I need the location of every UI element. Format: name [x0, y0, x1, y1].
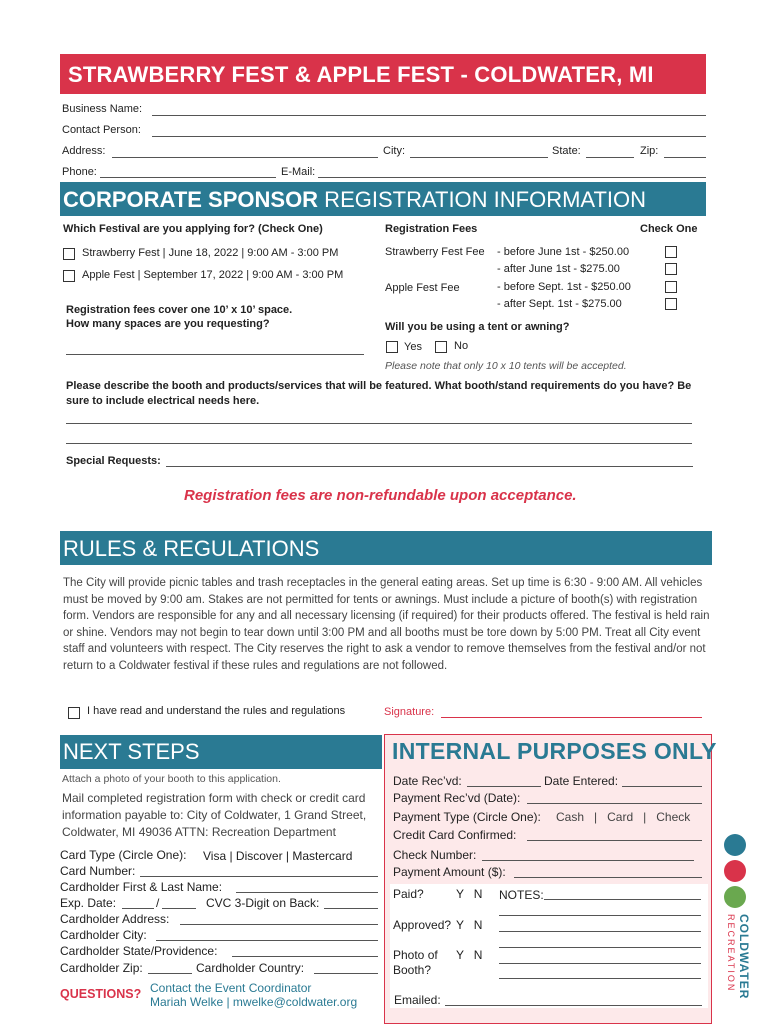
which-festival-label: Which Festival are you applying for? (Check One) [63, 223, 323, 235]
apple-before-checkbox[interactable] [665, 281, 677, 293]
rules-ack-label: I have read and understand the rules and regulations [87, 705, 346, 717]
card-number-field[interactable] [140, 876, 378, 877]
paid-yn[interactable]: Y N [456, 887, 483, 901]
questions-label: QUESTIONS? [60, 987, 142, 1001]
contact-coordinator: Contact the Event Coordinator [150, 981, 312, 995]
notes-label: NOTES: [499, 888, 544, 902]
apple-fest-checkbox[interactable] [63, 270, 75, 282]
rules-ack-checkbox[interactable] [68, 707, 80, 719]
approved-yn[interactable]: Y N [456, 918, 483, 932]
corporate-sponsor-heading [60, 182, 706, 216]
payment-recvd-field[interactable] [527, 803, 702, 804]
emailed-label: Emailed: [394, 993, 441, 1007]
tent-question: Will you be using a tent or awning? [385, 321, 570, 333]
special-requests-field[interactable] [166, 466, 693, 467]
email-field[interactable] [318, 177, 706, 178]
photo-yn[interactable]: Y N [456, 948, 483, 962]
date-entered-label: Date Entered: [544, 774, 619, 788]
cardholder-city-field[interactable] [156, 940, 378, 941]
contact-person-field[interactable] [152, 136, 706, 137]
cvc-label: CVC 3-Digit on Back: [206, 896, 320, 910]
strawberry-fee-label: Strawberry Fest Fee [385, 246, 485, 258]
tent-no-label: No [454, 340, 469, 352]
logo-red-ball-icon [724, 860, 746, 882]
strawberry-fest-option: Strawberry Fest | June 18, 2022 | 9:00 AM - 3:00 PM [82, 247, 339, 259]
booth-description-line-1[interactable] [66, 423, 692, 424]
photo-of-booth-label-1: Photo of [393, 948, 438, 962]
strawberry-fest-checkbox[interactable] [63, 248, 75, 260]
space-note-1: Registration fees cover one 10’ x 10’ space. [66, 304, 293, 316]
card-number-label: Card Number: [60, 864, 136, 878]
attach-photo-note: Attach a photo of your booth to this application. [62, 773, 281, 785]
signature-label: Signature: [384, 706, 435, 718]
strawberry-before-fee: - before June 1st - $250.00 [497, 246, 630, 258]
tent-yes-checkbox[interactable] [386, 341, 398, 353]
cardholder-state-label: Cardholder State/Providence: [60, 944, 218, 958]
payment-amount-field[interactable] [514, 877, 702, 878]
notes-line-5[interactable] [499, 963, 701, 964]
logo-word-recreation: RECREATION [726, 914, 736, 993]
strawberry-before-checkbox[interactable] [665, 246, 677, 258]
cardholder-address-field[interactable] [180, 924, 378, 925]
internal-purposes-heading: INTERNAL PURPOSES ONLY [392, 738, 717, 764]
emailed-field[interactable] [445, 1005, 702, 1006]
notes-line-3[interactable] [499, 931, 701, 932]
strawberry-after-checkbox[interactable] [665, 263, 677, 275]
cardholder-name-field[interactable] [236, 892, 378, 893]
cc-confirmed-field[interactable] [527, 840, 702, 841]
payment-type-label: Payment Type (Circle One): [393, 810, 541, 824]
heading-bold-part: CORPORATE SPONSOR [63, 187, 319, 212]
signature-field[interactable] [441, 717, 702, 718]
exp-slash: / [156, 896, 160, 910]
business-name-field[interactable] [152, 115, 706, 116]
check-number-label: Check Number: [393, 848, 477, 862]
spaces-requested-field[interactable] [66, 354, 364, 355]
cvc-field[interactable] [324, 908, 378, 909]
notes-line-2[interactable] [499, 915, 701, 916]
exp-month-field[interactable] [122, 908, 154, 909]
mail-instructions-3: Coldwater, MI 49036 ATTN: Recreation Department [62, 825, 336, 839]
address-label: Address: [62, 145, 106, 157]
contact-person-label: Contact Person: [62, 124, 141, 136]
state-field[interactable] [586, 157, 634, 158]
apple-fee-label: Apple Fest Fee [385, 282, 460, 294]
city-field[interactable] [410, 157, 548, 158]
internal-status-area [390, 884, 708, 1008]
tent-note: Please note that only 10 x 10 tents will be accepted. [385, 360, 627, 372]
exp-date-label: Exp. Date: [60, 896, 117, 910]
cardholder-zip-label: Cardholder Zip: [60, 961, 143, 975]
describe-booth-prompt: Please describe the booth and products/services that will be featured. What booth/stand requirements do you have? Be sure to include electrical needs here. [66, 380, 692, 407]
payment-amount-label: Payment Amount ($): [393, 865, 506, 879]
mail-instructions-2: information payable to: City of Coldwater, 1 Grand Street, [62, 808, 367, 822]
date-recvd-field[interactable] [467, 786, 541, 787]
card-type-options[interactable]: Visa | Discover | Mastercard [203, 849, 353, 863]
space-note-2: How many spaces are you requesting? [66, 318, 270, 330]
phone-field[interactable] [100, 177, 276, 178]
email-label: E-Mail: [281, 166, 316, 178]
cardholder-zip-field[interactable] [148, 973, 192, 974]
tent-yes-label: Yes [404, 341, 422, 353]
apple-after-checkbox[interactable] [665, 298, 677, 310]
page-title: STRAWBERRY FEST & APPLE FEST - COLDWATER, MI [60, 54, 706, 94]
state-label: State: [552, 145, 581, 157]
coldwater-recreation-logo [718, 830, 758, 1020]
exp-year-field[interactable] [162, 908, 196, 909]
cc-confirmed-label: Credit Card Confirmed: [393, 828, 517, 842]
apple-before-fee: - before Sept. 1st - $250.00 [497, 281, 631, 293]
business-name-label: Business Name: [62, 103, 143, 115]
notes-line-1[interactable] [544, 899, 701, 900]
logo-green-ball-icon [724, 886, 746, 908]
notes-line-6[interactable] [499, 978, 701, 979]
strawberry-after-fee: - after June 1st - $275.00 [497, 263, 620, 275]
phone-label: Phone: [62, 166, 97, 178]
contact-email[interactable]: Mariah Welke | mwelke@coldwater.org [150, 995, 358, 1009]
logo-word-coldwater: COLDWATER [737, 914, 751, 1000]
zip-label: Zip: [640, 145, 659, 157]
apple-fest-option: Apple Fest | September 17, 2022 | 9:00 AM - 3:00 PM [82, 269, 344, 281]
approved-label: Approved? [393, 918, 452, 932]
city-label: City: [383, 145, 405, 157]
booth-description-line-2[interactable] [66, 443, 692, 444]
notes-line-4[interactable] [499, 947, 701, 948]
non-refundable-notice: Registration fees are non-refundable upon acceptance. [184, 487, 577, 504]
date-recvd-label: Date Rec’vd: [393, 774, 462, 788]
registration-fees-heading: Registration Fees [385, 223, 478, 235]
tent-no-checkbox[interactable] [435, 341, 447, 353]
cardholder-address-label: Cardholder Address: [60, 912, 170, 926]
card-type-label: Card Type (Circle One): [60, 848, 187, 862]
check-number-field[interactable] [482, 860, 694, 861]
cardholder-country-label: Cardholder Country: [196, 961, 305, 975]
photo-of-booth-label-2: Booth? [393, 963, 432, 977]
special-requests-label: Special Requests: [66, 455, 161, 467]
logo-teal-ball-icon [724, 834, 746, 856]
mail-instructions-1: Mail completed registration form with check or credit card [62, 791, 366, 805]
apple-after-fee: - after Sept. 1st - $275.00 [497, 298, 622, 310]
payment-type-options[interactable]: Cash | Card | Check [556, 810, 691, 824]
zip-field[interactable] [664, 157, 706, 158]
cardholder-city-label: Cardholder City: [60, 928, 147, 942]
date-entered-field[interactable] [622, 786, 702, 787]
address-field[interactable] [112, 157, 378, 158]
payment-recvd-label: Payment Rec’vd (Date): [393, 791, 521, 805]
heading-light-part: REGISTRATION INFORMATION [318, 187, 647, 212]
cardholder-country-field[interactable] [314, 973, 378, 974]
rules-heading: RULES & REGULATIONS [60, 531, 712, 565]
rules-text: The City will provide picnic tables and trash receptacles in the general eating areas. Set up time is 6:30 - 9:00 AM. All vehicles must be moved by 9:00 am. Stakes are not permitted for tents or awnings. Must include a picture of booth(s) with registration form. Vendors are responsible for any and all necessary licensing (if required) for their products offered. The festival is held rain or shine. Vendors may not begin to tear down until 3:00 PM and all booths must be tore down by 5:00 PM. Treat all City event staff and volunteers with respect. The City reserves the right to ask a vendor to remove themselves from the festival and/or not return to a Coldwater festival if these rules and regulations are not followed. [63, 577, 710, 672]
next-steps-heading: NEXT STEPS [60, 735, 382, 769]
check-one-heading: Check One [640, 223, 698, 235]
cardholder-state-field[interactable] [232, 956, 378, 957]
paid-label: Paid? [393, 887, 424, 901]
cardholder-name-label: Cardholder First & Last Name: [60, 880, 223, 894]
